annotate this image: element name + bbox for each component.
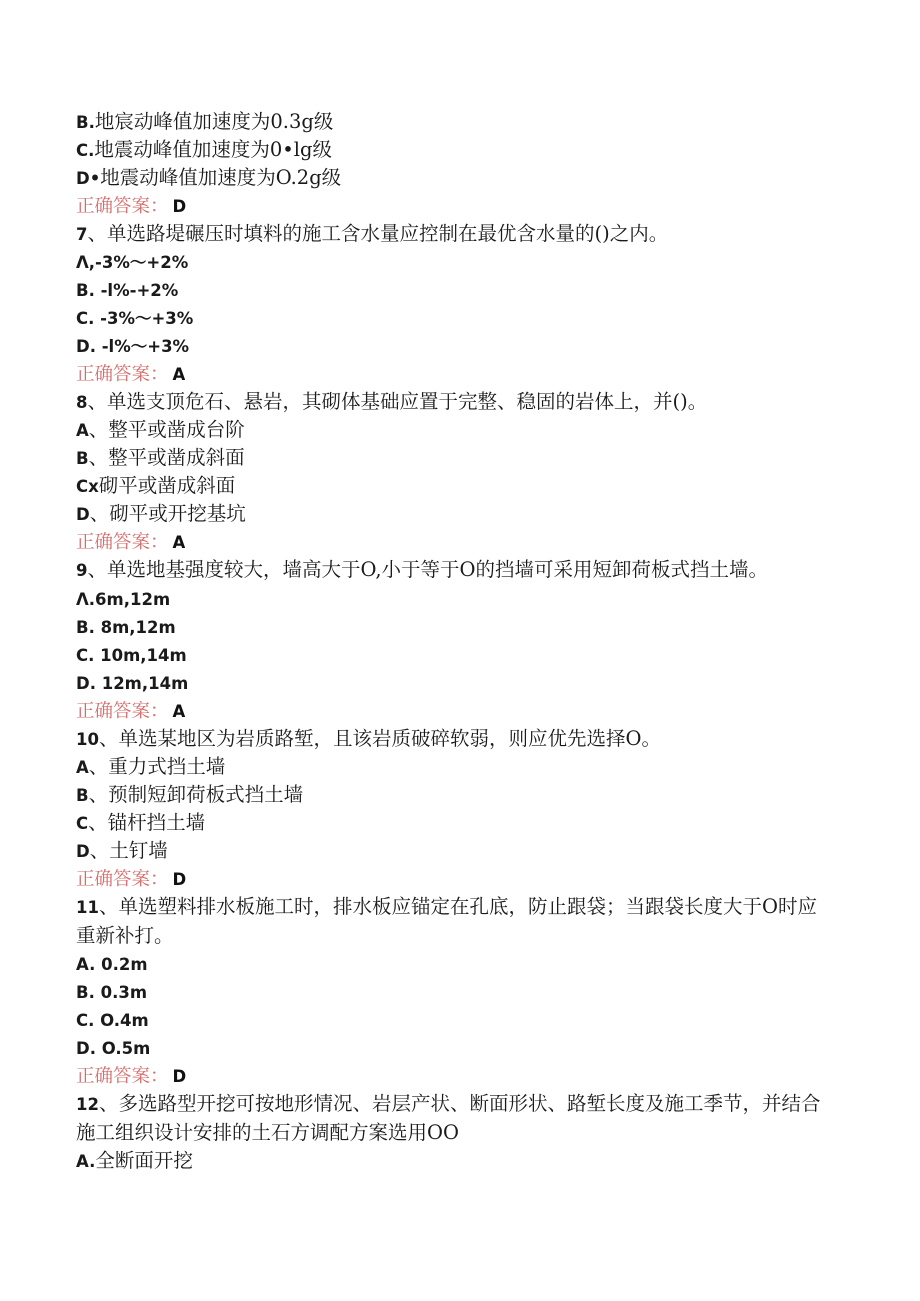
question-number: 12 [76, 1095, 99, 1114]
option-prefix: D [76, 505, 90, 524]
option-text: 、重力式挡土墙 [88, 755, 226, 778]
answer-value: A [172, 533, 186, 552]
option-prefix: D. -l%〜+3% [76, 337, 190, 356]
answer-label: 正确答案： [76, 196, 169, 217]
option-line [76, 248, 836, 276]
question-number: 8 [76, 393, 88, 412]
option-prefix: D• [76, 169, 101, 188]
option-text: 地宸动峰值加速度为0.3g级 [94, 110, 334, 133]
option-prefix: A [76, 421, 89, 440]
option-line [76, 332, 836, 360]
option-text: 地震动峰值加速度为0•lg级 [94, 138, 333, 161]
option-text: 、砌平或开挖基坑 [89, 502, 246, 525]
option-prefix: C. -3%〜+3% [76, 309, 194, 328]
option-prefix: B. [76, 113, 95, 132]
option-text: 、锚杆挡土墙 [88, 811, 206, 834]
option-text: 、整平或凿成斜面 [88, 446, 245, 469]
option-prefix: A. 0.2m [76, 955, 148, 974]
option-line [76, 753, 836, 781]
question-line [76, 893, 821, 950]
option-line [76, 472, 836, 500]
option-text: 、土钉墙 [89, 839, 168, 862]
option-prefix: Λ.6m,12m [76, 590, 171, 609]
option-prefix: B [76, 786, 89, 805]
option-line [76, 416, 836, 444]
question-text: 、单选地基强度较大，墙高大于O,小于等于O的挡墙可采用短卸荷板式挡土墙。 [87, 558, 769, 581]
answer-line [76, 1062, 836, 1090]
answer-line [76, 865, 836, 893]
option-text: 地震动峰值加速度为O.2g级 [100, 166, 342, 189]
option-line [76, 978, 836, 1006]
answer-value: D [172, 197, 187, 216]
option-prefix: Cx [76, 477, 99, 496]
option-prefix: C. O.4m [76, 1011, 149, 1030]
option-prefix: B. -l%-+2% [76, 281, 179, 300]
answer-value: A [172, 702, 186, 721]
option-prefix: C. [76, 141, 95, 160]
option-line [76, 613, 836, 641]
option-prefix: B [76, 449, 89, 468]
option-line [76, 500, 836, 528]
option-line [76, 276, 836, 304]
option-line [76, 781, 836, 809]
question-text: 、单选支顶危石、悬岩，其砌体基础应置于完整、稳固的岩体上，并()。 [87, 390, 708, 413]
answer-line [76, 192, 836, 220]
option-line [76, 669, 836, 697]
option-prefix: D [76, 842, 90, 861]
answer-label: 正确答案： [76, 532, 169, 553]
option-prefix: A [76, 758, 89, 777]
question-line [76, 725, 836, 753]
answer-label: 正确答案： [76, 364, 169, 385]
option-prefix: B. 8m,12m [76, 618, 176, 637]
option-line [76, 1147, 836, 1175]
option-line [76, 164, 836, 192]
question-line [76, 556, 821, 585]
document-page [76, 108, 836, 1175]
option-prefix: D. 12m,14m [76, 674, 189, 693]
question-text: 、单选某地区为岩质路堑，且该岩质破碎软弱，则应优先选择O。 [98, 727, 661, 750]
question-number: 10 [76, 730, 99, 749]
question-number: 7 [76, 225, 88, 244]
answer-label: 正确答案： [76, 701, 169, 722]
question-line [76, 1090, 821, 1147]
option-line [76, 444, 836, 472]
question-line [76, 220, 836, 248]
option-line [76, 136, 836, 164]
question-line [76, 388, 836, 416]
question-text: 、多选路型开挖可按地形情况、岩层产状、断面形状、路堑长度及施工季节，并结合施工组织设计安排的土石方调配方案选用OO [76, 1092, 821, 1144]
option-prefix: C [76, 814, 89, 833]
option-line [76, 809, 836, 837]
option-line [76, 108, 836, 136]
option-line [76, 950, 836, 978]
answer-value: A [172, 365, 186, 384]
option-text: 、预制短卸荷板式挡土墙 [88, 783, 304, 806]
option-text: 砌平或凿成斜面 [98, 474, 236, 497]
answer-value: D [172, 870, 187, 889]
answer-line [76, 697, 836, 725]
option-text: 全断面开挖 [95, 1149, 193, 1172]
question-text: 、单选塑料排水板施工时，排水板应锚定在孔底，防止跟袋；当跟袋长度大于O时应重新补打。 [76, 895, 817, 947]
option-line [76, 641, 836, 669]
answer-line [76, 360, 836, 388]
question-number: 11 [76, 898, 99, 917]
option-line [76, 585, 836, 613]
answer-label: 正确答案： [76, 869, 169, 890]
option-prefix: B. 0.3m [76, 983, 148, 1002]
option-prefix: D. O.5m [76, 1039, 151, 1058]
question-text: 、单选路堤碾压时填料的施工含水量应控制在最优含水量的()之内。 [87, 222, 669, 245]
question-number: 9 [76, 561, 88, 580]
option-prefix: Λ,-3%〜+2% [76, 253, 189, 272]
option-line [76, 1006, 836, 1034]
answer-label: 正确答案： [76, 1066, 169, 1087]
option-line [76, 837, 836, 865]
option-line [76, 1034, 836, 1062]
option-text: 、整平或凿成台阶 [88, 418, 245, 441]
option-prefix: A. [76, 1152, 96, 1171]
option-line [76, 304, 836, 332]
option-prefix: C. 10m,14m [76, 646, 187, 665]
answer-value: D [172, 1067, 187, 1086]
answer-line [76, 528, 836, 556]
